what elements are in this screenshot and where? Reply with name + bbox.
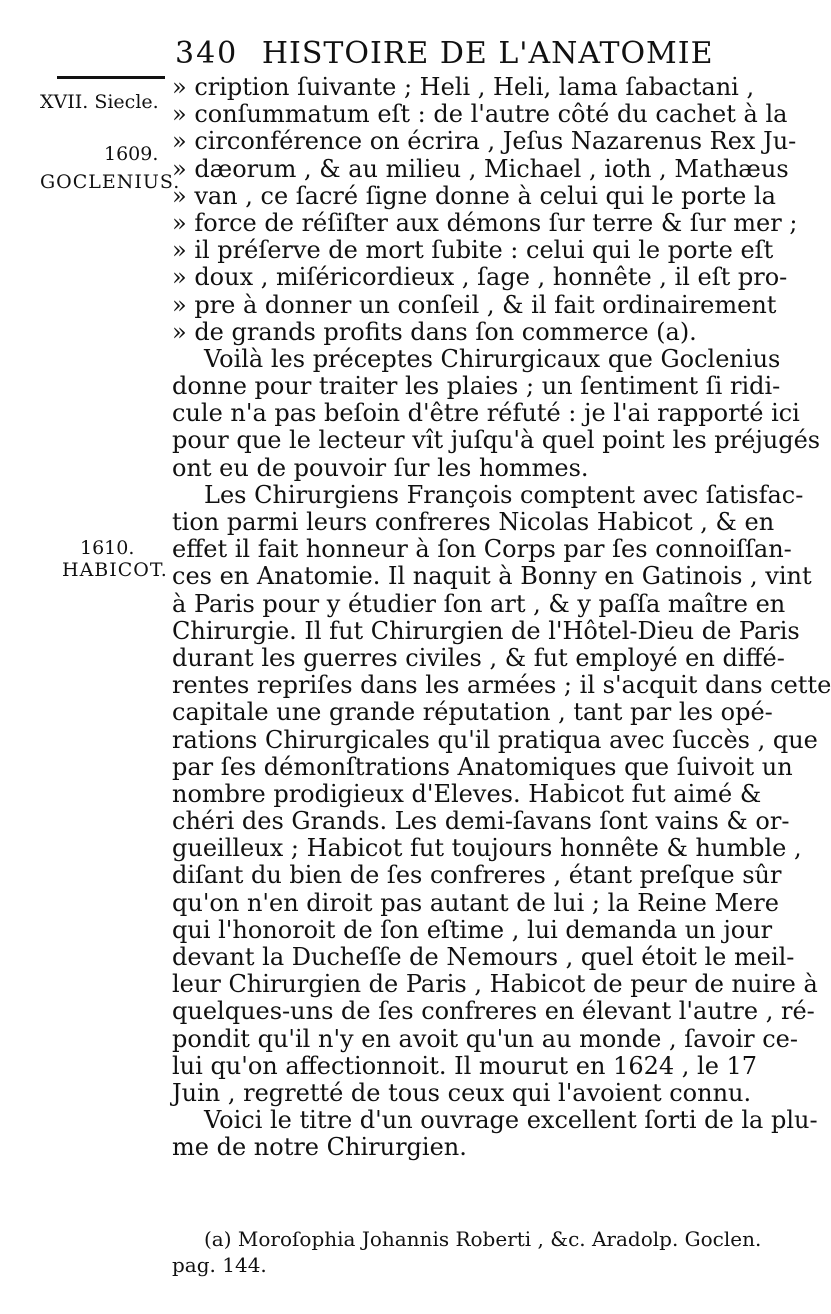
paragraph-start: Les Chirurgiens François comptent avec ſatisfac- <box>204 480 804 509</box>
margin-note-year-1609: 1609. <box>104 143 159 165</box>
paragraph-start: Voilà les préceptes Chirurgicaux que Goclenius <box>204 344 781 373</box>
text-line: » de grands profits dans ſon commerce (a). <box>172 317 697 346</box>
text-line: » doux , miſéricordieux , ſage , honnête , il eſt pro- <box>172 263 788 292</box>
text-line: ces en Anatomie. Il naquit à Bonny en Gatinois , vint <box>172 562 812 591</box>
text-line: rentes repriſes dans les armées ; il s'acquit dans cette <box>172 671 831 700</box>
text-line: diſant du bien de ſes confreres , étant preſque sûr <box>172 861 782 890</box>
main-text <box>172 73 831 1162</box>
running-title: HISTOIRE DE L'ANATOMIE <box>261 36 714 71</box>
text-line: Chirurgie. Il fut Chirurgien de l'Hôtel-Dieu de Paris <box>172 616 800 645</box>
text-line: ont eu de pouvoir ſur les hommes. <box>172 453 589 482</box>
text-line: devant la Ducheſſe de Nemours , quel étoit le meil- <box>172 943 795 971</box>
text-line: » cription ſuivante ; Heli , Heli, lama ſabactani , <box>172 73 755 101</box>
text-line: à Paris pour y étudier ſon art , & y paſſa maître en <box>172 589 786 618</box>
margin-note-century: XVII. Siecle. <box>40 91 159 113</box>
text-line: nombre prodigieux d'Eleves. Habicot fut aimé & <box>172 779 762 808</box>
text-line: » force de réſiſter aux démons ſur terre & ſur mer ; <box>172 208 798 237</box>
text-line: rations Chirurgicales qu'il pratiqua avec ſuccès , que <box>172 725 818 754</box>
margin-note-habicot: HABICOT. <box>62 559 168 581</box>
text-line: » circonférence on écrira , Jeſus Nazarenus Rex Ju- <box>172 127 797 156</box>
footnote-line: (a) Moroſophia Johannis Roberti , &c. Aradolp. Goclen. <box>204 1227 762 1251</box>
page-number: 340 <box>175 36 239 71</box>
text-line: effet il fait honneur à ſon Corps par ſes connoiſſan- <box>172 535 792 564</box>
text-line: » il préſerve de mort ſubite : celui qui le porte eſt <box>172 236 774 265</box>
text-line: par ſes démonſtrations Anatomiques que ſuivoit un <box>172 752 793 781</box>
text-line: Juin , regretté de tous ceux qui l'avoient connu. <box>172 1078 752 1107</box>
text-line: qui l'honoroit de ſon eſtime , lui demanda un jour <box>172 915 773 944</box>
text-line: » conſummatum eſt : de l'autre côté du cachet à la <box>172 100 788 129</box>
header-rule <box>57 76 165 79</box>
text-line: durant les guerres civiles , & fut employé en diffé- <box>172 643 785 672</box>
text-line: » dæorum , & au milieu , Michael , ioth , Mathæus <box>172 154 789 183</box>
text-line: lui qu'on affectionnoit. Il mourut en 1624 , le 17 <box>172 1051 758 1080</box>
text-line: me de notre Chirurgien. <box>172 1133 467 1162</box>
text-line: leur Chirurgien de Paris , Habicot de peur de nuire à <box>172 970 818 999</box>
text-line: capitale une grande réputation , tant par les opé- <box>172 698 773 727</box>
paragraph-start: Voici le titre d'un ouvrage excellent ſorti de la plu- <box>204 1106 818 1135</box>
text-line: qu'on n'en diroit pas autant de lui ; la Reine Mere <box>172 888 779 917</box>
text-line: pour que le lecteur vît juſqu'à quel point les préjugés <box>172 426 821 455</box>
text-line: quelques-uns de ſes confreres en élevant l'autre , ré- <box>172 997 815 1026</box>
margin-note-year-1610: 1610. <box>80 537 135 559</box>
text-line: tion parmi leurs confreres Nicolas Habicot , & en <box>172 508 775 536</box>
text-line: gueilleux ; Habicot fut toujours honnête & humble , <box>172 834 802 863</box>
text-line: pondit qu'il n'y en avoit qu'un au monde , ſavoir ce- <box>172 1024 798 1053</box>
margin-note-goclenius: GOCLENIUS. <box>40 171 181 193</box>
text-line: chéri des Grands. Les demi-ſavans ſont vains & or- <box>172 807 790 836</box>
footnote-line: pag. 144. <box>172 1253 267 1277</box>
text-line: donne pour traiter les plaies ; un ſentiment ſi ridi- <box>172 372 781 401</box>
text-line: » van , ce ſacré ſigne donne à celui qui le porte la <box>172 181 776 210</box>
text-line: cule n'a pas beſoin d'être réfuté : je l'ai rapporté ici <box>172 399 800 428</box>
text-line: » pre à donner un conſeil , & il fait ordinairement <box>172 290 777 319</box>
running-header <box>175 34 775 74</box>
footnote <box>172 1226 772 1278</box>
